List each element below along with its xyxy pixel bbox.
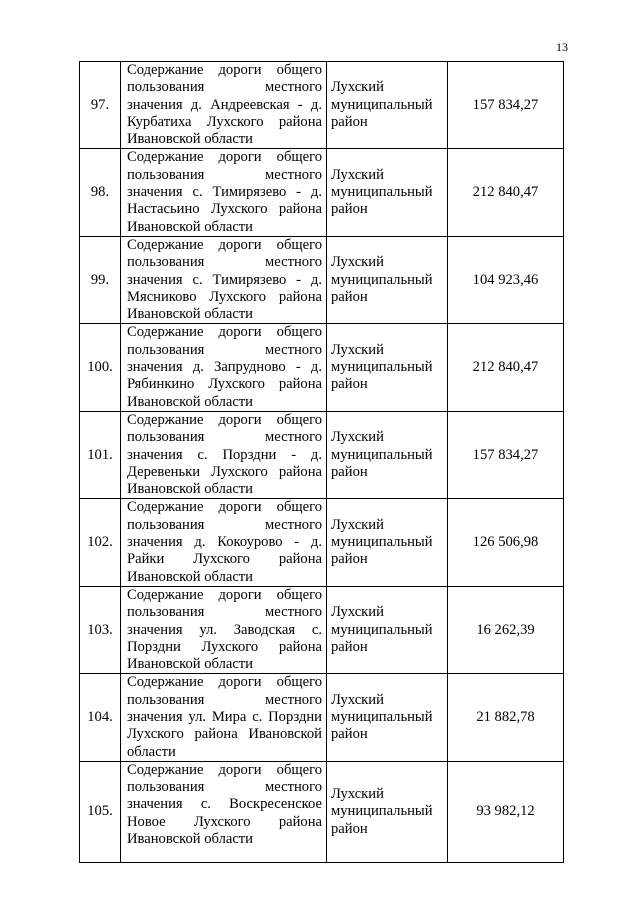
row-number: 105. (80, 761, 121, 862)
table-row (80, 586, 564, 673)
district-name: Лухский муниципальный район (327, 761, 448, 862)
amount: 21 882,78 (448, 674, 564, 761)
amount: 104 923,46 (448, 236, 564, 323)
district-name: Лухский муниципальный район (327, 324, 448, 411)
row-number: 99. (80, 236, 121, 323)
table-row (80, 499, 564, 586)
road-description: Содержание дороги общего пользования местного значения ул. Заводская с. Порздни Лухского района Ивановской области (121, 586, 327, 673)
table-row (80, 324, 564, 411)
row-number: 101. (80, 411, 121, 498)
row-number: 102. (80, 499, 121, 586)
road-description: Содержание дороги общего пользования местного значения д. Кокоурово - д. Райки Лухского района Ивановской области (121, 499, 327, 586)
road-description: Содержание дороги общего пользования местного значения с. Тимирязево - д. Мясниково Лухского района Ивановской области (121, 236, 327, 323)
district-name: Лухский муниципальный район (327, 586, 448, 673)
roads-table (79, 61, 564, 863)
row-number: 103. (80, 586, 121, 673)
table-row (80, 411, 564, 498)
road-description: Содержание дороги общего пользования местного значения д. Андреевская - д. Курбатиха Лухского района Ивановской области (121, 62, 327, 149)
amount: 157 834,27 (448, 411, 564, 498)
road-description: Содержание дороги общего пользования местного значения с. Тимирязево - д. Настасьино Лухского района Ивановской области (121, 149, 327, 236)
page-number: 13 (556, 40, 568, 54)
table-row (80, 236, 564, 323)
amount: 126 506,98 (448, 499, 564, 586)
amount: 212 840,47 (448, 149, 564, 236)
district-name: Лухский муниципальный район (327, 236, 448, 323)
table-row (80, 149, 564, 236)
table-row (80, 62, 564, 149)
table-row (80, 674, 564, 761)
district-name: Лухский муниципальный район (327, 411, 448, 498)
row-number: 100. (80, 324, 121, 411)
amount: 157 834,27 (448, 62, 564, 149)
amount: 212 840,47 (448, 324, 564, 411)
road-description: Содержание дороги общего пользования местного значения с. Порздни - д. Деревеньки Лухского района Ивановской области (121, 411, 327, 498)
table-row (80, 761, 564, 862)
road-description: Содержание дороги общего пользования местного значения с. Воскресенское Новое Лухского района Ивановской области (121, 761, 327, 862)
row-number: 104. (80, 674, 121, 761)
district-name: Лухский муниципальный район (327, 149, 448, 236)
amount: 16 262,39 (448, 586, 564, 673)
row-number: 97. (80, 62, 121, 149)
district-name: Лухский муниципальный район (327, 62, 448, 149)
amount: 93 982,12 (448, 761, 564, 862)
district-name: Лухский муниципальный район (327, 674, 448, 761)
road-description: Содержание дороги общего пользования местного значения ул. Мира с. Порздни Лухского района Ивановской области (121, 674, 327, 761)
row-number: 98. (80, 149, 121, 236)
district-name: Лухский муниципальный район (327, 499, 448, 586)
road-description: Содержание дороги общего пользования местного значения д. Запрудново - д. Рябинкино Лухского района Ивановской области (121, 324, 327, 411)
